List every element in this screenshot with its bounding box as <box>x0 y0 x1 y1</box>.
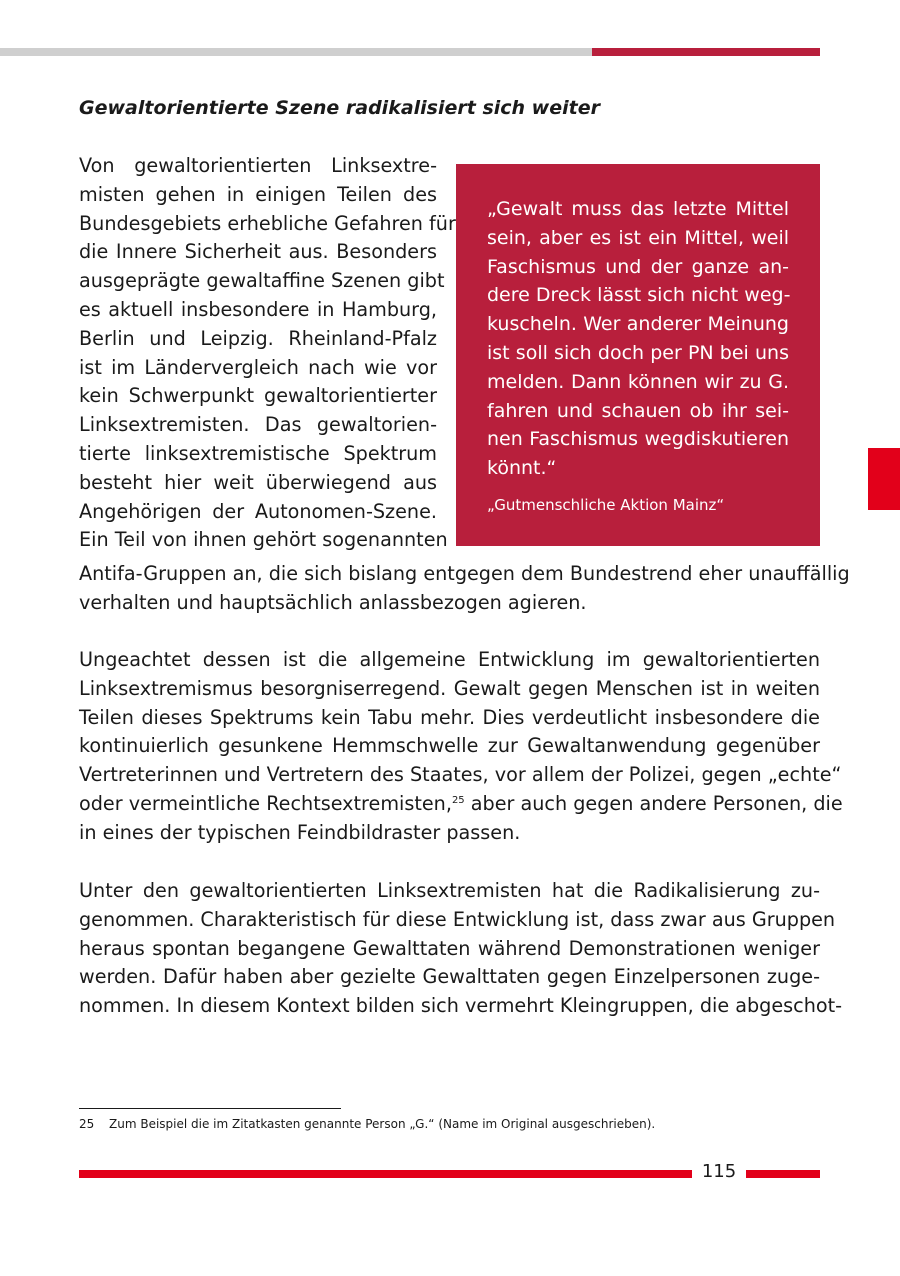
quote-line: ist soll sich doch per PN bei uns <box>487 341 789 364</box>
text-line: Bundesgebiets erhebliche Gefahren für <box>79 211 456 235</box>
paragraph-3 <box>79 877 843 1021</box>
text-line: Linksextremisten. Das gewaltorien- <box>79 413 437 437</box>
quote-line: sein, aber es ist ein Mittel, weil <box>487 226 789 249</box>
text-line: verhalten und hauptsächlich anlassbezogen agieren. <box>79 590 587 614</box>
text-line: genommen. Charakteristisch für diese Entwicklung ist, dass zwar aus Gruppen <box>79 907 836 931</box>
text-line-with-footnote <box>79 790 843 819</box>
footnote-separator <box>79 1108 341 1109</box>
quote-source: „Gutmenschliche Aktion Mainz“ <box>487 496 725 514</box>
text-line: Teilen dieses Spektrums kein Tabu mehr. Dies verdeutlicht insbesondere die <box>79 705 820 729</box>
section-heading: Gewaltorientierte Szene radikalisiert sich weiter <box>79 97 600 119</box>
footnote-number: 25 <box>79 1117 95 1131</box>
chapter-tab-marker <box>868 448 900 510</box>
text-line: Ungeachtet dessen ist die allgemeine Entwicklung im gewaltorientierten <box>79 648 820 671</box>
text-line: werden. Dafür haben aber gezielte Gewalttaten gegen Einzelpersonen zuge- <box>79 965 820 989</box>
text-line: in eines der typischen Feindbildraster passen. <box>79 820 521 844</box>
text-line: Antifa-Gruppen an, die sich bislang entgegen dem Bundestrend eher unauffällig <box>79 562 850 585</box>
paragraph-1-continued <box>79 560 850 618</box>
header-rule-red <box>592 48 820 56</box>
page-number: 115 <box>701 1161 737 1182</box>
text-line: Von gewaltorientierten Linksextre- <box>79 154 437 177</box>
quote-box <box>456 164 820 546</box>
quote-line: fahren und schauen ob ihr sei- <box>487 399 789 422</box>
footnote-reference[interactable]: 25 <box>451 794 465 806</box>
footer-rule-left <box>79 1170 692 1178</box>
quote-text <box>487 195 789 483</box>
quote-line: kuscheln. Wer anderer Meinung <box>487 313 789 336</box>
text-line: kontinuierlich gesunkene Hemmschwelle zur Gewaltanwendung gegenüber <box>79 734 820 758</box>
text-line: ist im Ländervergleich nach wie vor <box>79 355 437 379</box>
text-line: Berlin und Leipzig. Rheinland-Pfalz <box>79 326 437 350</box>
quote-line: nen Faschismus wegdiskutieren <box>487 428 789 451</box>
text-line: tierte linksextremistische Spektrum <box>79 441 437 465</box>
text-line: Linksextremismus besorgniserregend. Gewalt gegen Menschen ist in weiten <box>79 676 820 700</box>
text-line: heraus spontan begangene Gewalttaten während Demonstrationen weniger <box>79 936 820 960</box>
text-segment: aber auch gegen andere Personen, die <box>464 791 843 815</box>
footnote-text: Zum Beispiel die im Zitatkasten genannte Person „G.“ (Name im Original ausgeschrieben). <box>109 1117 656 1131</box>
text-line: misten gehen in einigen Teilen des <box>79 182 437 206</box>
text-line: ausgeprägte gewaltaffine Szenen gibt <box>79 269 445 293</box>
paragraph-1-wrapped <box>79 152 456 555</box>
text-line: Ein Teil von ihnen gehört sogenannten <box>79 528 448 552</box>
footnote <box>79 1117 655 1131</box>
text-line: Unter den gewaltorientierten Linksextremisten hat die Radikalisierung zu- <box>79 879 820 902</box>
paragraph-2 <box>79 646 843 848</box>
text-segment: oder vermeintliche Rechtsextremisten, <box>79 791 452 815</box>
quote-line: dere Dreck lässt sich nicht weg- <box>487 284 791 307</box>
text-line: Vertreterinnen und Vertretern des Staates, vor allem der Polizei, gegen „echte“ <box>79 763 842 787</box>
quote-line: könnt.“ <box>487 457 557 480</box>
text-line: die Innere Sicherheit aus. Besonders <box>79 240 437 264</box>
quote-line: „Gewalt muss das letzte Mittel <box>487 198 789 220</box>
footer-rule-right <box>746 1170 820 1178</box>
header-rule-gray <box>0 48 592 56</box>
text-line: nommen. In diesem Kontext bilden sich vermehrt Kleingruppen, die abgeschot- <box>79 994 843 1018</box>
text-line: kein Schwerpunkt gewaltorientierter <box>79 384 437 408</box>
quote-line: Faschismus und der ganze an- <box>487 255 789 278</box>
quote-line: melden. Dann können wir zu G. <box>487 370 789 393</box>
text-line: es aktuell insbesondere in Hamburg, <box>79 297 437 321</box>
text-line: besteht hier weit überwiegend aus <box>79 470 437 494</box>
text-line: Angehörigen der Autonomen-Szene. <box>79 499 437 523</box>
